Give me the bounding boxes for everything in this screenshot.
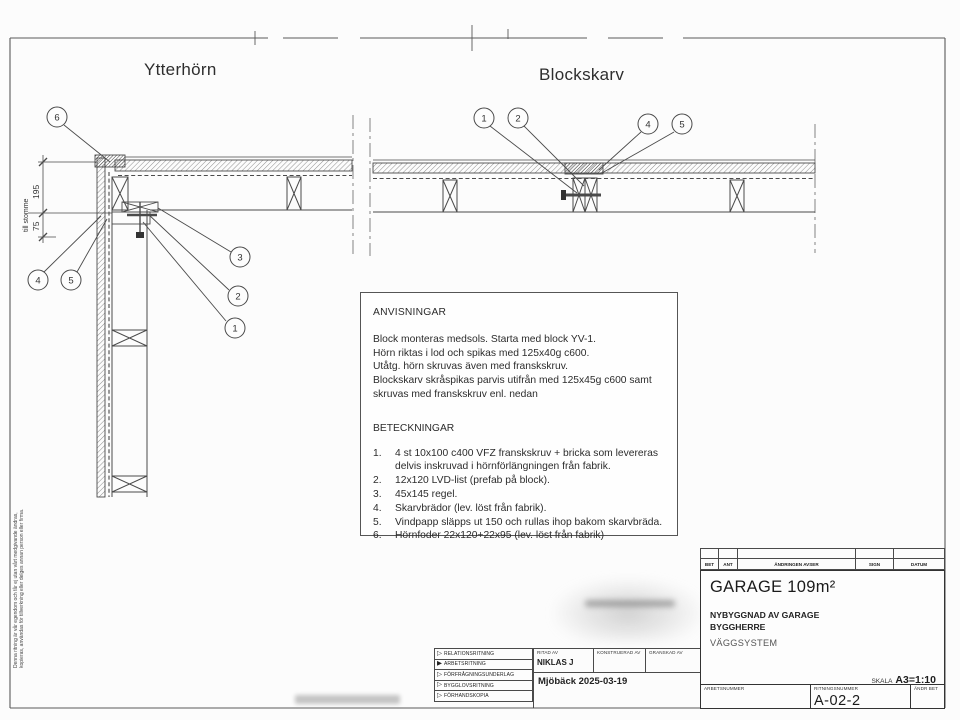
item-number: 4. [373, 502, 382, 514]
konstruerad-av-cell [594, 649, 646, 672]
arbetsnummer-label: ARBETSNUMMER [704, 686, 745, 691]
bolt-icon [561, 190, 601, 200]
callout-5: 5 [68, 275, 74, 287]
andr-bet-cell [911, 685, 944, 708]
beteckningar-item [373, 488, 665, 502]
andr-bet-label: ÄNDR BET [914, 686, 939, 691]
ritningsnummer-cell [811, 685, 911, 708]
konstruerad-av-label: KONSTRUERAD AV [597, 650, 641, 655]
ritningsnummer-label: RITNINGSNUMMER [814, 686, 859, 691]
beteckningar-item [373, 529, 665, 543]
callout-1: 1 [481, 113, 487, 125]
anvisningar-line: Blockskarv skråspikas parvis utifrån med 125x45g c600 samt [373, 375, 652, 387]
arbetsnummer-cell [701, 685, 811, 708]
hornfoder-piece [95, 155, 125, 167]
stud-icon [112, 330, 147, 492]
status-label: ARBETSRITNING [444, 661, 486, 668]
signature-block [533, 648, 700, 708]
title-block-main [700, 570, 945, 709]
ritad-av-cell [534, 649, 594, 672]
item-text: Skarvbrädor (lev. löst från fabrik). [395, 502, 547, 514]
callout-3: 3 [237, 252, 243, 264]
beteckningar-item [373, 516, 665, 530]
item-text: Hörnfoder 22x120+22x95 (lev. löst från fabrik) [395, 530, 605, 542]
drawing-number: A-02-2 [814, 693, 861, 709]
ytterhorn-callouts [28, 107, 250, 338]
callout-2: 2 [515, 113, 521, 125]
status-label: RELATIONSRITNING [444, 650, 495, 657]
col-bet: BET [704, 561, 715, 567]
copyright-note: Denna ritning är vår egendom och får ej utan vårt medgivande ändras, kopieras, användas för tillverkning eller delges annan person eller firma. [13, 508, 26, 668]
project-title: GARAGE 109m² [710, 578, 836, 596]
beteckningar-heading: BETECKNINGAR [373, 422, 455, 434]
beteckningar-item [373, 502, 665, 516]
item-text: 45x145 regel. [395, 488, 458, 500]
triangle-marker-icon: ▷ [437, 691, 442, 699]
callout-1: 1 [232, 323, 238, 335]
callout-5: 5 [679, 119, 685, 131]
callout-4: 4 [35, 275, 41, 287]
anvisningar-line: skruvas med franskskruv enl. nedan [373, 388, 538, 400]
dim-75: 75 [31, 221, 41, 231]
status-label: BYGGLOVSRITNING [444, 682, 494, 689]
callout-2: 2 [235, 291, 241, 303]
item-text: 12x120 LVD-list (prefab på block). [395, 475, 550, 487]
status-row-forhandskopia [434, 690, 533, 702]
anvisningar-heading: ANVISNINGAR [373, 307, 447, 318]
item-number: 3. [373, 488, 382, 500]
col-avser: ÄNDRINGEN AVSER [774, 561, 819, 567]
blockskarv-callouts [474, 108, 692, 134]
censored-stamp [295, 695, 400, 704]
leader-lines [490, 126, 674, 193]
break-lines [353, 115, 815, 258]
blockskarv-drawing [353, 115, 815, 258]
col-sign: SIGN [868, 561, 881, 567]
leader-lines [44, 125, 231, 321]
scale-label: SKALA [871, 678, 893, 685]
col-ant: ANT [723, 561, 733, 567]
status-label: FÖRHANDSKOPIA [444, 693, 489, 700]
triangle-marker-icon: ▶ [437, 660, 442, 668]
ytterhorn-title: Ytterhörn [144, 60, 217, 79]
status-row-bygglovsritning [434, 680, 533, 691]
drawing-status-list [434, 648, 533, 702]
status-row-arbetsritning [434, 659, 533, 670]
item-number: 2. [373, 475, 382, 487]
item-text: 4 st 10x100 c400 VFZ franskskruv + bricka som levereras delvis inskruvad i hörnförlängningen från fabrik. [395, 447, 658, 473]
title-block [700, 548, 945, 708]
ritad-av-label: RITAD AV [537, 650, 559, 655]
callout-4: 4 [645, 119, 651, 131]
beteckningar-item [373, 474, 665, 488]
blockskarv-title: Blockskarv [539, 65, 625, 84]
anvisningar-line: Block monteras medsols. Starta med block YV-1. [373, 333, 597, 345]
revision-header-row [700, 558, 945, 570]
status-row-relationsritning [434, 648, 533, 659]
anvisningar-line: Utåtg. hörn skruvas även med franskskruv. [373, 361, 568, 373]
triangle-marker-icon: ▷ [437, 649, 442, 657]
system-line: VÄGGSYSTEM [710, 638, 778, 648]
revision-empty-row [700, 548, 945, 558]
anvisningar-line: Hörn riktas i lod och spikas med 125x40g c600. [373, 347, 590, 359]
censored-logo [553, 578, 703, 642]
col-datum: DATUM [910, 561, 928, 567]
censored-signature [585, 600, 675, 607]
block-joint [565, 163, 603, 212]
status-row-forfragningsunderlag [434, 669, 533, 680]
status-label: FÖRFRÅGNINGSUNDERLAG [444, 671, 515, 678]
callout-6: 6 [54, 112, 60, 124]
dim-till-stomme: till stomme [23, 198, 30, 232]
scale-value: A3=1:10 [895, 674, 936, 686]
regel-piece [112, 202, 158, 224]
dim-195: 195 [31, 184, 41, 199]
place-date: Mjöbäck 2025-03-19 [538, 676, 628, 687]
project-subtitle-2: BYGGHERRE [710, 622, 766, 632]
item-text: Vindpapp släpps ut 150 och rullas ihop bakom skarvbräda. [395, 516, 663, 528]
ytterhorn-drawing [28, 125, 352, 497]
triangle-marker-icon: ▷ [437, 681, 442, 689]
item-number: 1. [373, 447, 382, 459]
ritad-av-value: NIKLAS J [537, 658, 574, 667]
item-number: 6. [373, 530, 382, 542]
granskad-av-label: GRANSKAD AV [649, 650, 683, 655]
item-number: 5. [373, 516, 382, 528]
triangle-marker-icon: ▷ [437, 670, 442, 678]
beteckningar-item [373, 447, 665, 475]
notes-box [360, 292, 678, 542]
granskad-av-cell [646, 649, 699, 672]
project-subtitle-1: NYBYGGNAD AV GARAGE [710, 610, 820, 620]
